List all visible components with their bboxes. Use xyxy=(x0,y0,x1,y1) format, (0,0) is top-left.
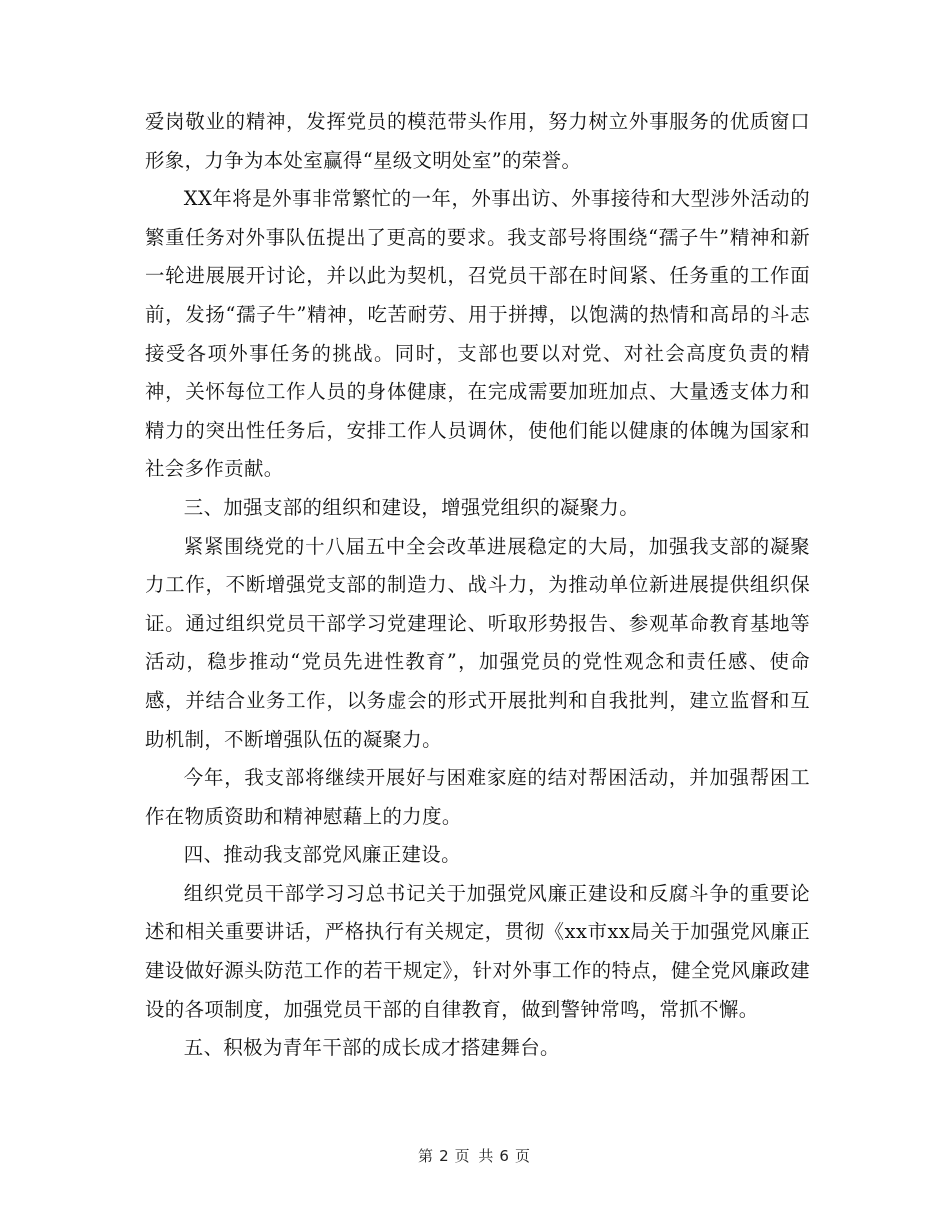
footer-middle: 页 共 xyxy=(454,1147,496,1165)
document-body xyxy=(145,103,810,1068)
section-heading-3: 三、加强支部的组织和建设，增强党组织的凝聚力。 xyxy=(183,495,639,519)
page-footer xyxy=(0,1145,950,1166)
section-heading-4: 四、推动我支部党风廉正建设。 xyxy=(183,843,461,867)
footer-prefix: 第 xyxy=(418,1147,436,1165)
paragraph-7: 组织党员干部学习习总书记关于加强党风廉正建设和反腐斗争的重要论述和相关重要讲话，严格执行有关规定，贯彻《xx市xx局关于加强党风廉正建设做好源头防范工作的若干规定》，针对外事工作的特点，健全党风廉政建设的各项制度，加强党员干部的自律教育，做到警钟常鸣，常抓不懈。 xyxy=(145,881,810,1021)
paragraph-1: 爱岗敬业的精神，发挥党员的模范带头作用，努力树立外事服务的优质窗口形象，力争为本处室赢得“星级文明处室”的荣誉。 xyxy=(145,110,810,172)
paragraph-4: 紧紧围绕党的十八届五中全会改革进展稳定的大局，加强我支部的凝聚力工作，不断增强党支部的制造力、战斗力，为推动单位新进展提供组织保证。通过组织党员干部学习党建理论、听取形势报告、参观革命教育基地等活动，稳步推动“党员先进性教育”，加强党员的党性观念和责任感、使命感，并结合业务工作，以务虚会的形式开展批判和自我批判，建立监督和互助机制，不断增强队伍的凝聚力。 xyxy=(145,534,810,751)
footer-suffix: 页 xyxy=(514,1147,532,1165)
footer-current-page: 2 xyxy=(439,1147,451,1165)
paragraph-2: XX年将是外事非常繁忙的一年，外事出访、外事接待和大型涉外活动的繁重任务对外事队伍提出了更高的要求。我支部号将围绕“孺子牛”精神和新一轮进展展开讨论，并以此为契机，召党员干部在时间紧、任务重的工作面前，发扬“孺子牛”精神，吃苦耐劳、用于拼搏，以饱满的热情和高昂的斗志接受各项外事任务的挑战。同时，支部也要以对党、对社会高度负责的精神，关怀每位工作人员的身体健康，在完成需要加班加点、大量透支体力和精力的突出性任务后，安排工作人员调休，使他们能以健康的体魄为国家和社会多作贡献。 xyxy=(145,187,810,481)
footer-total-pages: 6 xyxy=(499,1147,511,1165)
section-heading-5: 五、积极为青年干部的成长成才搭建舞台。 xyxy=(183,1036,560,1060)
paragraph-5: 今年，我支部将继续开展好与困难家庭的结对帮困活动，并加强帮困工作在物质资助和精神慰藉上的力度。 xyxy=(145,766,810,828)
